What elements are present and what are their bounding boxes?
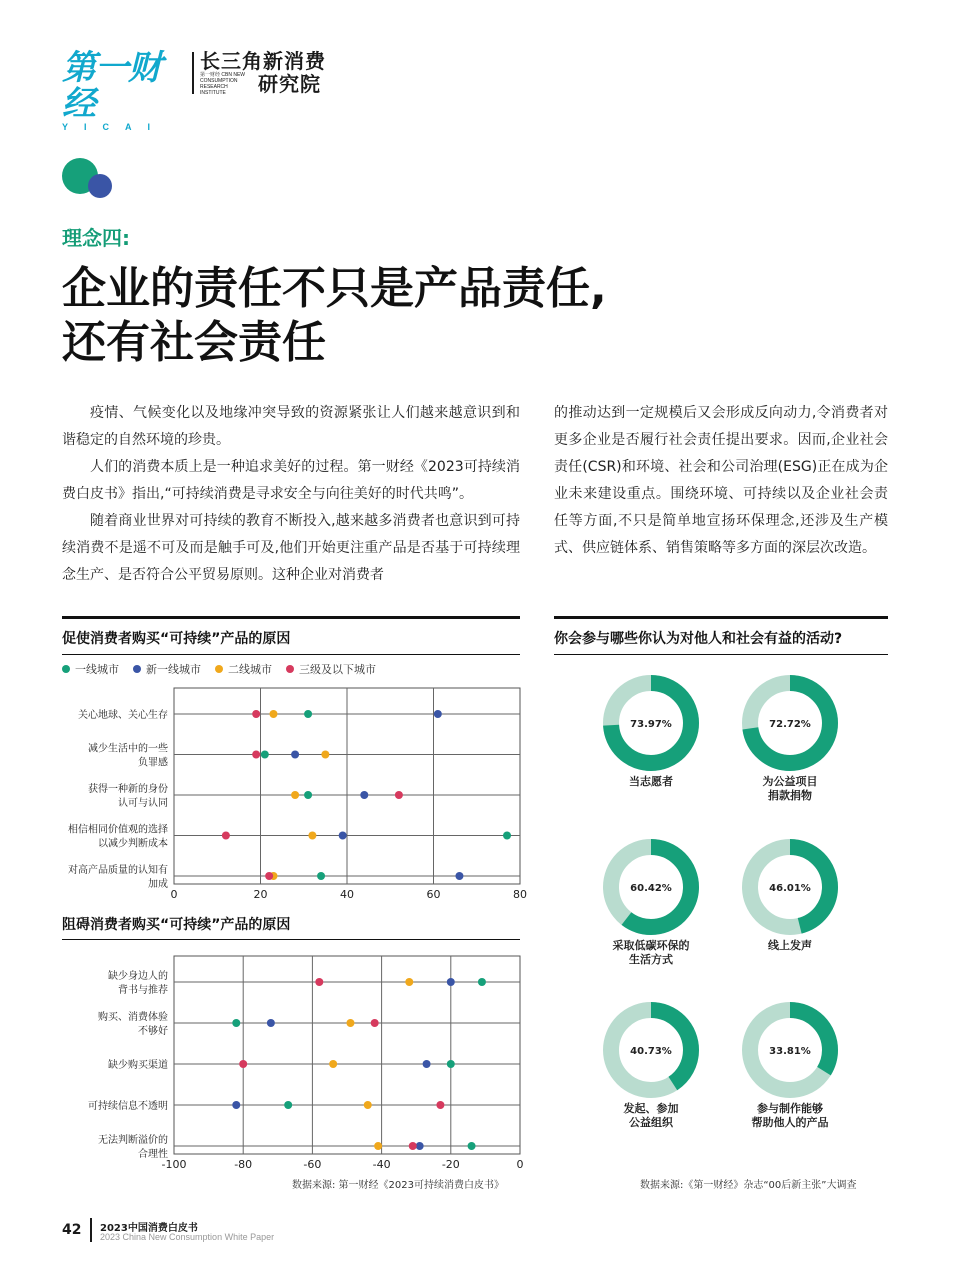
chart2-point	[416, 1142, 424, 1150]
chart2-point	[371, 1019, 379, 1027]
chart2-category-label: 无法判断溢价的	[98, 1135, 168, 1146]
chart1-category-label: 关心地球、关心生存	[78, 710, 168, 721]
chart2-point	[267, 1019, 275, 1027]
chart2-x-tick-label: -100	[161, 1158, 187, 1171]
chart1-point	[269, 710, 277, 718]
body-paragraph: 疫情、气候变化以及地缘冲突导致的资源紧张让人们越来越意识到和谐稳定的自然环境的珍贵。	[62, 405, 520, 448]
chart1-point	[434, 710, 442, 718]
donut-category-label-line: 当志愿者	[629, 775, 673, 788]
chart1-point	[291, 751, 299, 759]
chart1-point	[321, 751, 329, 759]
chart1-category-label: 加成	[148, 879, 168, 890]
chart2-point	[436, 1101, 444, 1109]
chart2-point	[346, 1019, 354, 1027]
chart1-point	[291, 791, 299, 799]
donut-percent-label: 33.81%	[769, 1046, 811, 1057]
chart1-point	[261, 751, 269, 759]
chart2-frame	[174, 956, 520, 1154]
chart1-category-label: 对高产品质量的认知有	[68, 865, 168, 876]
donut-category-label	[591, 775, 711, 789]
chart2-point	[232, 1019, 240, 1027]
chart1-point	[395, 791, 403, 799]
chart1-point	[503, 832, 511, 840]
chart1-category-label: 负罪感	[138, 757, 168, 769]
right-source: 数据来源:《第一财经》杂志“00后新主张”大调查	[640, 1180, 857, 1191]
page-number: 42	[62, 1222, 82, 1238]
chart2-x-tick-label: -60	[303, 1158, 322, 1171]
chart2-point	[239, 1060, 247, 1068]
left-source: 数据来源: 第一财经《2023可持续消费白皮书》	[292, 1180, 504, 1191]
donut-category-label-line: 参与制作能够	[757, 1102, 823, 1115]
chart3-title: 你会参与哪些你认为对他人和社会有益的活动?	[554, 631, 843, 647]
chart1-point	[308, 832, 316, 840]
page-title-line2: 还有社会责任	[62, 317, 326, 368]
body-paragraph: 人们的消费本质上是一种追求美好的过程。第一财经《2023可持续消费白皮书》指出,“可持续消费是寻求安全与向往美好的时代共鸣”。	[62, 459, 520, 502]
chart2-point	[478, 978, 486, 986]
donut-category-label-line: 采取低碳环保的	[612, 939, 690, 952]
institute-logo-line2: 研究院	[258, 72, 321, 96]
chart2-point	[284, 1101, 292, 1109]
chart2-title-rule	[62, 939, 520, 940]
donut-percent-label: 72.72%	[769, 719, 811, 730]
chart1-category-label: 相信相同价值观的选择	[68, 824, 168, 836]
chart2-point	[329, 1060, 337, 1068]
footer-title-cn: 2023中国消费白皮书	[100, 1223, 198, 1234]
concept-label: 理念四:	[62, 226, 130, 250]
chart1-category-label: 以减少判断成本	[98, 838, 168, 850]
chart1-category-label: 认可与认同	[118, 798, 168, 809]
legend-label: 二线城市	[228, 663, 272, 676]
donut-category-label	[730, 939, 850, 953]
chart2-category-label: 可持续信息不透明	[88, 1101, 168, 1112]
donut-percent-label: 60.42%	[630, 883, 672, 894]
chart3-title-rule	[554, 654, 888, 655]
chart1-point	[304, 791, 312, 799]
donut-category-label-line: 生活方式	[629, 953, 673, 966]
chart1-x-tick-label: 40	[340, 888, 354, 901]
chart1-x-tick-label: 20	[253, 888, 268, 901]
chart2-category-label: 缺少购买渠道	[108, 1060, 168, 1071]
chart2-point	[447, 1060, 455, 1068]
donut-percent-label: 73.97%	[630, 719, 672, 730]
chart1-x-tick-label: 60	[426, 888, 441, 901]
donut-category-label-line: 线上发声	[768, 939, 812, 952]
chart1-point	[339, 832, 347, 840]
institute-logo-line1: 长三角新消费	[200, 49, 326, 73]
chart1-point	[317, 872, 325, 880]
donut-category-label-line: 捐款捐物	[768, 789, 812, 802]
chart1-category-label: 减少生活中的一些	[88, 743, 168, 755]
chart2-x-tick-label: 0	[516, 1158, 524, 1171]
chart2-point	[315, 978, 323, 986]
chart2-x-tick-label: -80	[234, 1158, 253, 1171]
chart1-point	[265, 872, 273, 880]
donut-category-label	[730, 775, 850, 803]
chart1-title: 促使消费者购买“可持续”产品的原因	[62, 631, 291, 647]
chart1-point	[252, 751, 260, 759]
chart2-point	[468, 1142, 476, 1150]
chart2-x-tick-label: -20	[441, 1158, 460, 1171]
yicai-logo-text: 第一财经	[62, 48, 161, 124]
donut-category-label	[591, 1102, 711, 1130]
chart1-point	[455, 872, 463, 880]
chart1-x-tick-label: 80	[513, 888, 527, 901]
donut-category-label-line: 帮助他人的产品	[751, 1116, 829, 1129]
footer-divider	[90, 1218, 92, 1242]
chart1-x-tick-label: 0	[170, 888, 178, 901]
legend-label: 新一线城市	[146, 663, 201, 676]
chart2-category-label: 购买、消费体验	[98, 1012, 168, 1023]
chart2-x-tick-label: -40	[372, 1158, 391, 1171]
chart2-point	[423, 1060, 431, 1068]
legend-label: 三级及以下城市	[299, 663, 376, 676]
legend-label: 一线城市	[75, 663, 119, 676]
chart2-point	[405, 978, 413, 986]
chart2-title: 阻碍消费者购买“可持续”产品的原因	[62, 917, 291, 933]
chart2-point	[374, 1142, 382, 1150]
body-paragraph: 随着商业世界对可持续的教育不断投入,越来越多消费者也意识到可持续消费不是遥不可及而是触手可及,他们开始更注重产品是否基于可持续理念生产、是否符合公平贸易原则。这种企业对消费者	[62, 513, 520, 583]
chart3-top-rule	[554, 616, 888, 619]
chart1-category-label: 获得一种新的身份	[88, 784, 168, 795]
donut-category-label	[730, 1102, 850, 1130]
footer-title-en: 2023 China New Consumption White Paper	[100, 1232, 275, 1242]
institute-logo-small: 第一财经 CBN NEW CONSUMPTION RESEARCH INSTITUTE	[200, 72, 246, 96]
donut-percent-label: 40.73%	[630, 1046, 672, 1057]
chart2-point	[232, 1101, 240, 1109]
chart2-category-label: 背书与推荐	[118, 985, 168, 996]
donut-category-label-line: 为公益项目	[762, 775, 818, 788]
chart1-point	[360, 791, 368, 799]
chart1-point	[304, 710, 312, 718]
chart2-point	[447, 978, 455, 986]
body-paragraph: 的推动达到一定规模后又会形成反向动力,令消费者对更多企业是否履行社会责任提出要求。因而,企业社会责任(CSR)和环境、社会和公司治理(ESG)正在成为企业未来建设重点。围绕环境、可持续以及企业社会责任等方面,不只是简单地宣扬环保理念,还涉及生产模式、供应链体系、销售策略等多方面的深层次改造。	[554, 405, 888, 556]
yicai-logo-sub: YICAI	[62, 122, 167, 132]
chart2-category-label: 不够好	[138, 1026, 168, 1037]
chart2-category-label: 合理性	[138, 1149, 168, 1160]
donut-category-label-line: 公益组织	[629, 1116, 673, 1129]
donut-percent-label: 46.01%	[769, 883, 811, 894]
chart2-category-label: 缺少身边人的	[108, 971, 168, 982]
donut-category-label	[591, 939, 711, 967]
donut-category-label-line: 发起、参加	[623, 1102, 679, 1115]
chart2-point	[409, 1142, 417, 1150]
chart1-point	[222, 832, 230, 840]
page-title-line1: 企业的责任不只是产品责任,	[62, 263, 607, 314]
chart1-point	[252, 710, 260, 718]
chart2-point	[364, 1101, 372, 1109]
